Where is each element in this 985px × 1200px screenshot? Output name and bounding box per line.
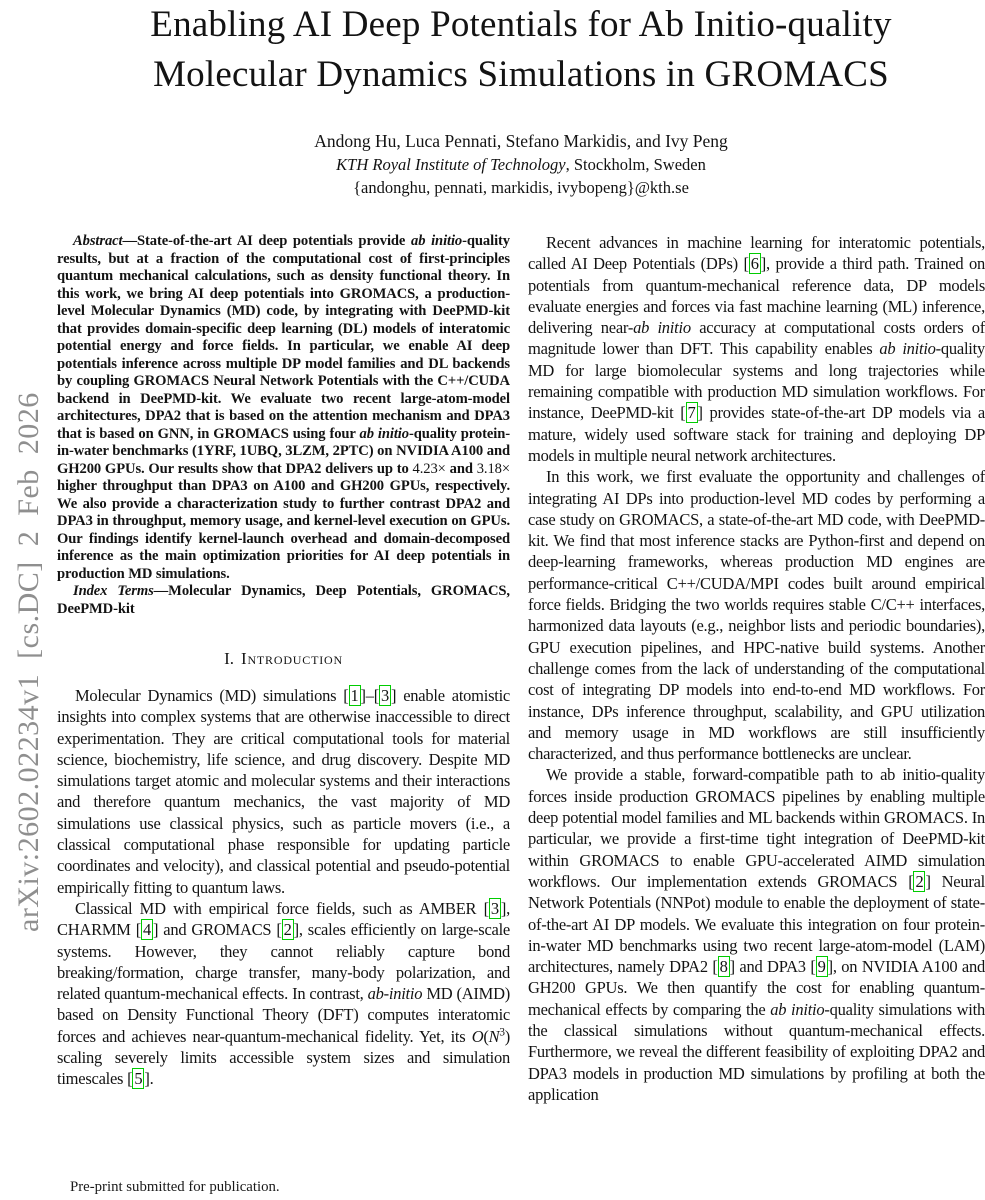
paper-title bbox=[57, 0, 985, 100]
citation-link[interactable]: 6 bbox=[750, 254, 759, 274]
arxiv-watermark: arXiv:2602.02234v1 [cs.DC] 2 Feb 2026 bbox=[12, 392, 45, 932]
left-column bbox=[57, 233, 510, 1167]
citation-link[interactable]: 2 bbox=[915, 871, 924, 891]
paragraph: Molecular Dynamics (MD) simulations [ 1 ]–[ 3 ] enable atomistic insights into complex systems that are otherwise inaccessible to direct experimentation. They are critical computational tools for material science, biochemistry, life science, and drug discovery. Despite MD simulations target atomic and molecular systems and their interactions and therefore quantum mechanics, the vast majority of MD simulations use classical physics, such as particle movers (i.e., a classical computational phase responsible for updating particle coordinates and velocity), and classical potential and pseudo-potential empirically fitting to quantum laws. bbox=[57, 686, 510, 897]
paragraph: We provide a stable, forward-compatible path to ab initio-quality forces inside production GROMACS pipelines by enabling multiple deep potential model families and ML backends within GROMACS. In particular, we provide a first-time tight integration of DeePMD-kit within GROMACS to enable GPU-accelerated AIMD simulation workflows. Our implementation extends GROMACS [ 2 ] Neural Network Potentials (NNPot) module to enable the deployment of state-of-the-art AI DP models. We evaluate this integration on four protein-in-water MD benchmarks using two recent large-atom-model (LAM) architectures, namely DPA2 [ 8 ] and DPA3 [ 9 ], on NVIDIA A100 and GH200 GPUs. We then quantify the cost for enabling quantum-mechanical effects by comparing the ab initio-quality simulations with the classical simulations without quantum-mechanical effects. Furthermore, we reveal the different feasibility of exploiting DPA2 and DPA3 models in production MD simulations by profiling at both the application bbox=[528, 765, 985, 1104]
citation-link[interactable]: 5 bbox=[134, 1069, 143, 1089]
right-column bbox=[528, 232, 985, 1200]
citation-link[interactable]: 3 bbox=[490, 898, 499, 918]
citation-link[interactable]: 7 bbox=[687, 403, 696, 423]
citation-link[interactable]: 3 bbox=[381, 686, 390, 705]
title-line-1: Enabling AI Deep Potentials for Ab Initio-quality bbox=[150, 4, 892, 45]
abstract-paragraph: Abstract—State-of-the-art AI deep potentials provide ab initio-quality results, but at a fraction of the computational cost of first-principles quantum mechanical calculations, such as density functional theory. In this work, we bring AI deep potentials into GROMACS, a production-level Molecular Dynamics (MD) code, by integrating with DeePMD-kit that provides domain-specific deep learning (DL) models of interatomic potential energy and force fields. In particular, we enable AI deep potentials inference across multiple DP model families and DL backends by coupling GROMACS Neural Network Potentials with the C++/CUDA backend in DeePMD-kit. We evaluate two recent large-atom-model architectures, DPA2 that is based on the attention mechanism and DPA3 that is based on GNN, in GROMACS using four ab initio-quality protein-in-water benchmarks (1YRF, 1UBQ, 3LZM, 2PTC) on NVIDIA A100 and GH200 GPUs. Our results show that DPA2 delivers up to 4.23× and 3.18× higher throughput than DPA3 on A100 and GH200 GPUs, respectively. We also provide a characterization study to further contrast DPA2 and DPA3 in throughput, memory usage, and kernel-level execution on GPUs. Our findings identify kernel-launch overhead and domain-decomposed inference as the main optimization priorities for AI deep potentials in production MD simulations. bbox=[57, 233, 510, 582]
section-title: Introduction bbox=[241, 649, 343, 668]
email-line: {andonghu, pennati, markidis, ivybopeng}@kth.se bbox=[353, 178, 689, 197]
section-heading-introduction bbox=[57, 649, 510, 669]
citation-link[interactable]: 2 bbox=[283, 920, 292, 940]
section-number: I. bbox=[224, 649, 234, 668]
citation-link[interactable]: 1 bbox=[350, 686, 359, 705]
footer-note: Pre-print submitted for publication. bbox=[70, 1179, 280, 1195]
paragraph: In this work, we first evaluate the opportunity and challenges of integrating AI DPs into production-level MD codes by performing a case study on GROMACS, a state-of-the-art MD code, with DeePMD-kit. We find that most inference stacks are Python-first and depend on deep-learning frameworks, whereas production MD engines are performance-critical C++/CUDA/MPI codes built around empirical force fields. Bridging the two worlds requires stable C/C++ interfaces, harmonized data layouts (e.g., neighbor lists and periodic boundaries), GPU execution pipelines, and HPC-native build systems. Another challenge comes from the lack of understanding of the computational cost of integrating DP models into end-to-end MD workflows. For instance, DPs inference throughput, scalability, and GPU utilization and memory usage in MD workflows are still insufficiently characterized, and thus performance bottlenecks are unclear. bbox=[528, 467, 985, 764]
paragraph: Recent advances in machine learning for interatomic potentials, called AI Deep Potentials (DPs) [ 6 ], provide a third path. Trained on potentials from quantum-mechanical reference data, DP models evaluate energies and forces via fast machine learning (ML) inference, delivering near-ab initio accuracy at computational costs orders of magnitude lower than DFT. This capability enables ab initio-quality MD for large biomolecular systems and long trajectories while remaining compatible with production MD simulation workflows. For instance, DeePMD-kit [ 7 ] provides state-of-the-art DP models via a mature, widely used software stack for training and deploying DP models in multiple neural network architectures. bbox=[528, 233, 985, 465]
index-terms: Index Terms—Molecular Dynamics, Deep Potentials, GROMACS, DeePMD-kit bbox=[57, 583, 510, 617]
title-line-2: Molecular Dynamics Simulations in GROMACS bbox=[153, 54, 889, 95]
paper-header bbox=[57, 0, 985, 199]
affiliation-line: KTH Royal Institute of Technology, Stockholm, Sweden bbox=[336, 155, 706, 174]
citation-link[interactable]: 9 bbox=[817, 957, 826, 977]
citation-link[interactable]: 4 bbox=[143, 920, 151, 940]
authors-line: Andong Hu, Luca Pennati, Stefano Markidis, and Ivy Peng bbox=[314, 131, 728, 151]
paragraph: Classical MD with empirical force fields, such as AMBER [ 3 ], CHARMM [ 4 ] and GROMACS [ 2 ], scales efficiently on large-scale systems. However, they cannot reliably capture bond breaking/formation, charge transfer, many-body polarization, and related quantum-mechanical effects. In contrast, ab-initio MD (AIMD) based on Density Functional Theory (DFT) computes interatomic forces and achieves near-quantum-mechanical fidelity. Yet, its $O(N^3)$ scaling severely limits accessible system sizes and simulation timescales [ 5 ]. bbox=[57, 898, 510, 1089]
citation-link[interactable]: 8 bbox=[719, 957, 728, 977]
